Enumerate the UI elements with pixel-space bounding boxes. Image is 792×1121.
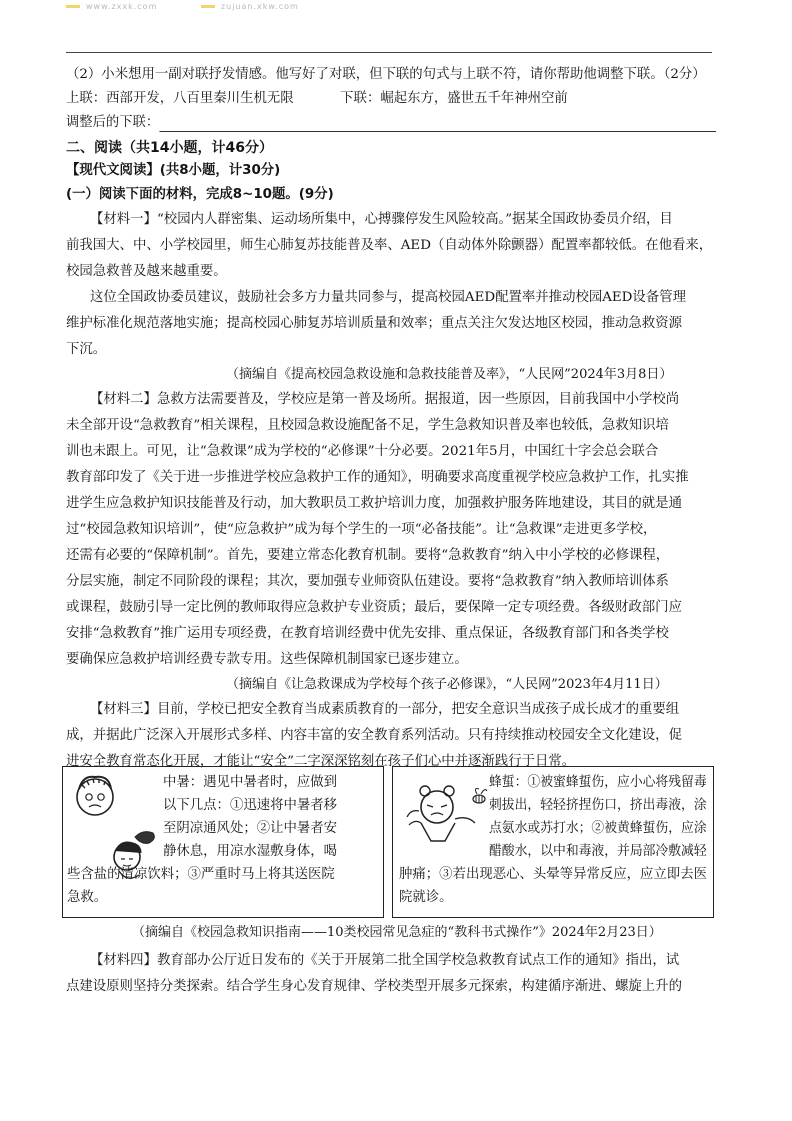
material3-source: （摘编自《校园急救知识指南——10类校园常见急症的“教科书式操作”》2024年2月23日） — [132, 925, 662, 940]
heatstroke-line: 急救。 — [67, 890, 108, 905]
couplet-answer-row — [66, 114, 712, 132]
header-mark — [66, 5, 80, 8]
couplet-lines — [66, 90, 716, 108]
answer-blank[interactable] — [159, 118, 716, 132]
bee-icon — [473, 789, 487, 803]
heatstroke-line: 以下几点：①迅速将中暑者移 — [163, 798, 338, 813]
material1-line: 这位全国政协委员建议，鼓励社会多方力量共同参与，提高校园AED配置率并推动校园AED设备管理 — [90, 290, 686, 305]
material2-line: 或课程，鼓励引导一定比例的教师取得应急救护专业资质；最后，要保障一定专项经费。各级财政部门应 — [66, 600, 682, 615]
material1-source: （摘编自《提高校园急救设施和急救技能普及率》，“人民网”2024年3月8日） — [226, 367, 673, 382]
material2-line: 未全部开设“急救教育”相关课程，且校园急救设施配备不足，学生急救知识普及率也较低，急救知识培 — [66, 418, 669, 433]
material2-line: 进学生应急救护知识技能普及行动，加大教职员工救护培训力度，加强救护服务阵地建设，其目的就是通 — [66, 496, 682, 511]
heatstroke-line: 中暑：遇见中暑者时，应做到 — [163, 775, 338, 790]
material2-line: 【材料二】急救方法需要普及，学校应是第一普及场所。据报道，因一些原因，目前我国中小学校尚 — [90, 392, 680, 407]
bee-sting-line: 院就诊。 — [399, 890, 453, 905]
section-title: 二、阅读（共14小题，计46分） — [66, 140, 273, 156]
material1-line: 校园急救普及越来越重要。 — [66, 264, 227, 279]
material3-line: 【材料三】目前，学校已把安全教育当成素质教育的一部分，把安全意识当成孩子成长成才的重要组 — [90, 702, 680, 717]
material1-line: 【材料一】“校园内人群密集、运动场所集中，心搏骤停发生风险较高。”据某全国政协委员介绍，目 — [90, 212, 673, 227]
header-site-right: zujuan.xkw.com — [220, 2, 299, 11]
bee-sting-line: 刺拔出，轻轻挤捏伤口，挤出毒液，涂 — [489, 798, 707, 813]
heatstroke-line: 至阴凉通风处；②让中暑者安 — [163, 821, 338, 836]
couplet-adjusted-label: 调整后的下联： — [66, 115, 160, 130]
material3-line: 进安全教育常态化开展，才能让“安全”二字深深铭刻在孩子们心中并逐渐践行于日常。 — [66, 754, 576, 769]
material2-line: 训也未跟上。可见，让“急救课”成为学校的“必修课”十分必要。2021年5月，中国红十字会总会联合 — [66, 444, 659, 459]
material1-line: 前我国大、中、小学校园里，师生心肺复苏技能普及率、AED（自动体外除颤器）配置率都较低。在他看来， — [66, 238, 713, 253]
bee-sting-line: 点氨水或苏打水；②被黄蜂蜇伤，应涂 — [489, 821, 707, 836]
dizzy-face-icon — [77, 777, 113, 815]
material4-line: 【材料四】教育部办公厅近日发布的《关于开展第二批全国学校急救教育试点工作的通知》指出，试 — [90, 953, 680, 968]
material2-line: 教育部印发了《关于进一步推进学校应急救护工作的通知》，明确要求高度重视学校应急救护工作，扎实推 — [66, 470, 689, 485]
bee-sting-cartoon — [401, 771, 491, 861]
bee-sting-line: 醋酸水，以中和毒液，并局部冷敷减轻 — [489, 844, 707, 859]
material2-line: 过“校园急救知识培训”，使“应急救护”成为每个学生的一项“必备技能”。让“急救课”走进更多学校， — [66, 522, 657, 537]
page-header — [66, 2, 299, 11]
bee-sting-line: 蜂蜇：①被蜜蜂蜇伤，应小心将残留毒 — [489, 775, 707, 790]
part-heading: (一）阅读下面的材料，完成8~10题。(9分) — [66, 187, 334, 202]
material2-line: 安排“急救教育”推广运用专项经费，在教育培训经费中优先安排、重点保证，各级教育部门和各类学校 — [66, 626, 669, 641]
material2-line: 要确保应急救护培训经费专款专用。这些保障机制国家已逐步建立。 — [66, 652, 468, 667]
bee-sting-line: 肿痛；③若出现恶心、头晕等异常反应，应立即去医 — [399, 867, 707, 882]
heatstroke-line: 些含盐的清凉饮料；③严重时马上将其送医院 — [67, 867, 335, 882]
couplet-lower: 下联：崛起东方，盛世五千年神州空前 — [340, 91, 568, 106]
heatstroke-box — [62, 766, 384, 918]
header-divider — [66, 52, 712, 53]
material2-source: （摘编自《让急救课成为学校每个孩子必修课》，“人民网”2023年4月11日） — [226, 677, 668, 692]
material2-line: 分层实施，制定不同阶段的课程；其次，要加强专业师资队伍建设。要将“急救教育”纳入教师培训体系 — [66, 574, 669, 589]
material4-line: 点建设原则坚持分类探索。结合学生身心发育规律、学校类型开展多元探索，构建循序渐进、螺旋上升的 — [66, 979, 682, 994]
couplet-upper: 上联：西部开发，八百里秦川生机无限 — [66, 91, 294, 106]
material1-line: 下沉。 — [66, 342, 107, 357]
bee-sting-box — [392, 766, 714, 918]
couplet-question: （2）小米想用一副对联抒发情感。他写好了对联，但下联的句式与上联不符，请你帮助他调整下联。（2分） — [66, 67, 706, 82]
section-subtitle: 【现代文阅读】(共8小题，计30分) — [66, 163, 281, 178]
material1-line: 维护标准化规范落地实施；提高校园心肺复苏培训质量和效率；重点关注欠发达地区校园，推动急救资源 — [66, 316, 682, 331]
header-site-left: www.zxxk.com — [86, 2, 158, 11]
material3-line: 成，并据此广泛深入开展形式多样、内容丰富的安全教育系列活动。只有持续推动校园安全文化建设，促 — [66, 728, 682, 743]
crying-girl-icon — [407, 786, 475, 841]
header-mark — [201, 5, 215, 8]
material2-line: 还需有必要的“保障机制”。首先，要建立常态化教育机制。要将“急救教育”纳入中小学校的必修课程， — [66, 548, 670, 563]
heatstroke-line: 静休息，用凉水湿敷身体，喝 — [163, 844, 338, 859]
